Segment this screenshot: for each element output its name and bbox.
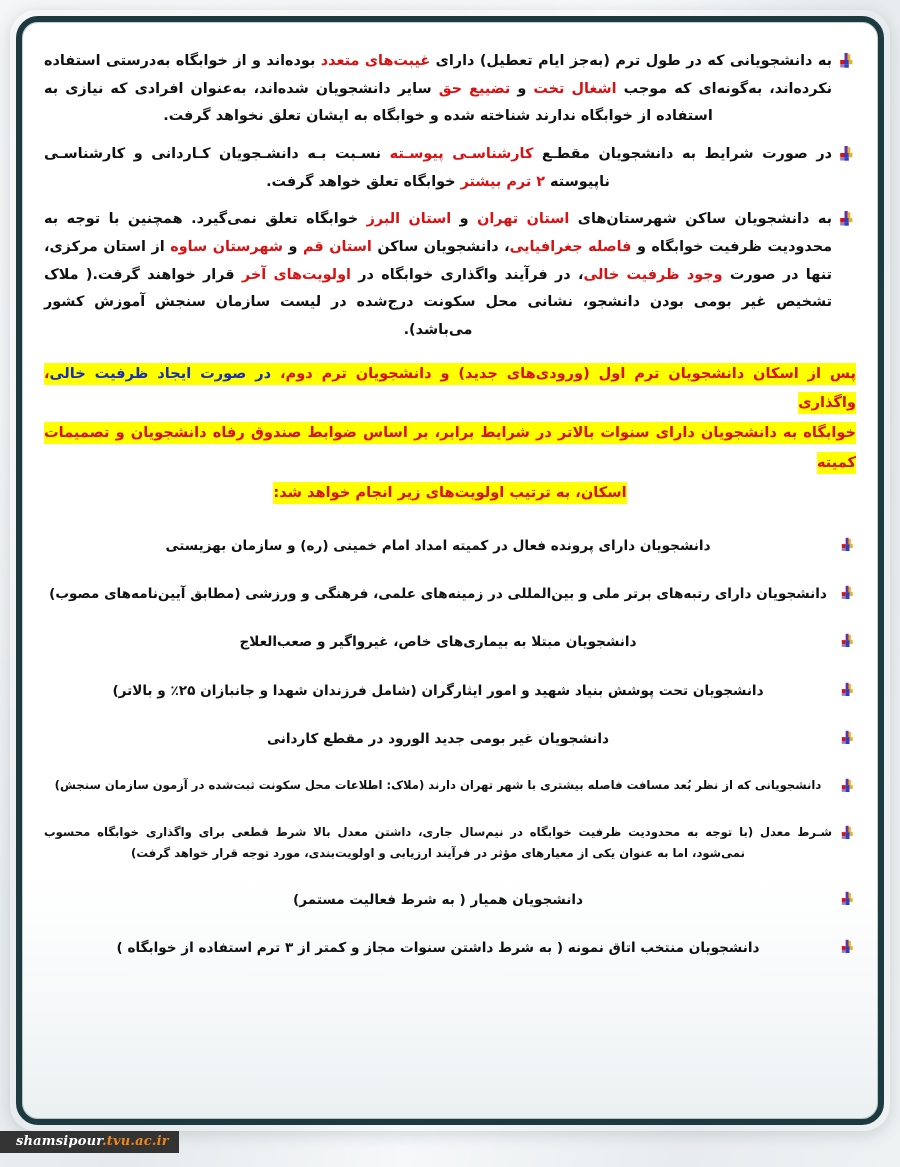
highlight-line xyxy=(44,418,856,478)
arrow-bullet-icon xyxy=(838,536,856,558)
text-segment: سایر دانشجویان شده‌اند، به‌عنوان افرادی که نیازی به استفاده از خوابگاه ندارند شناخته شده و خوابگاه به ایشان تعلق نخواهد گرفت. xyxy=(44,80,713,125)
list-item xyxy=(44,775,856,799)
text-segment: ، در فرآیند واگذاری خوابگاه در xyxy=(350,266,584,283)
text-segment: فاصله جغرافیایی xyxy=(509,238,632,255)
text-segment: استان قم xyxy=(303,238,372,255)
text-segment: از استان مرکزی، تنها در صورت xyxy=(44,238,832,283)
paragraph-1 xyxy=(44,48,856,131)
list-item-label: دانشجویانی که از نظر بُعد مسافت فاصله بیشتری با شهر تهران دارند (ملاک: اطلاعات محل سکونت ثبت‌شده در آزمون سازمان سنجش) xyxy=(54,777,822,792)
paragraph-2-text xyxy=(44,141,832,196)
text-segment: استان البرز xyxy=(366,211,452,228)
document-sheet xyxy=(16,16,884,1125)
site-watermark xyxy=(0,1131,179,1153)
text-segment: غیبت‌های متعدد xyxy=(320,53,431,69)
text-segment: خوابگاه تعلق نمی‌گیرد. همچنین با توجه به محدودیت ظرفیت خوابگاه و xyxy=(44,211,833,255)
list-item-label: دانشجویان دارای رتبه‌های برتر ملی و بین‌المللی در زمینه‌های علمی، فرهنگی و ورزشی (مطابق آیین‌نامه‌های مصوب) xyxy=(49,586,827,603)
arrow-bullet-icon xyxy=(838,729,856,751)
list-item xyxy=(44,822,856,865)
document-body xyxy=(22,22,878,1119)
list-item-label: دانشجویان دارای پرونده فعال در کمیته امداد امام خمینی (ره) و سازمان بهزیستی xyxy=(165,538,711,555)
list-item xyxy=(44,534,856,559)
list-item xyxy=(44,582,856,607)
text-segment: تضییع حق xyxy=(438,80,511,97)
text-segment: و xyxy=(510,80,534,97)
watermark-name: shamsipour xyxy=(16,1134,103,1149)
arrow-bullet-icon xyxy=(836,51,856,77)
text-segment: سنوات بالاتر xyxy=(557,424,650,442)
highlight-line xyxy=(44,359,856,419)
arrow-bullet-icon xyxy=(838,777,856,799)
highlighted-notice-text xyxy=(44,359,856,509)
highlight-line-inner xyxy=(44,422,856,474)
list-item xyxy=(44,679,856,704)
text-segment: قرار خواهند گرفت.( ملاک تشخیص غیر بومی بودن دانشجو، نشانی محل سکونت درج‌شده در لیست سازمان سنجش آموزش کشور می‌باشد). xyxy=(44,266,832,338)
text-segment: بوده‌اند و از خوابگاه به‌درستی استفاده نکرده‌اند، به‌گونه‌ای که موجب xyxy=(44,53,833,97)
list-item-label: دانشجویان منتخب اتاق نمونه ( به شرط داشتن سنوات مجاز و کمتر از ۳ ترم استفاده از خوابگاه ) xyxy=(116,939,760,956)
paragraph-1-text xyxy=(44,48,832,131)
paragraph-3 xyxy=(44,206,856,344)
text-segment: خوابگاه تعلق خواهد گرفت. xyxy=(266,173,461,190)
text-segment: در شرایط xyxy=(474,424,558,442)
text-segment: در صورت شرایط به دانشجویان مقطـع xyxy=(533,145,832,162)
text-segment: خوابگاه به دانشجویان دارای xyxy=(649,424,857,442)
list-item-label: شـرط معدل (با توجه به محدودیت ظرفیت خوابگاه در نیم‌سال جاری، داشتن معدل بالا شرط قطعی برای واگذاری خوابگاه محسوب نمی‌شود، اما به عنوان یکی از معیارهای مؤثر در فرآیند ارزیابی و اولویت‌بندی، مورد توجه قرار خواهد گرفت) xyxy=(44,824,832,861)
arrow-bullet-icon xyxy=(838,938,856,960)
text-segment: وجود ظرفیت خالی xyxy=(583,266,723,283)
text-segment: نسـبت بـه دانشـجویان کـاردانی و کارشناسـی ناپیوسته xyxy=(44,145,610,190)
text-segment: به دانشجویان ساکن شهرستان‌های xyxy=(569,211,832,228)
list-item-label: دانشجویان مبتلا به بیماری‌های خاص، غیرواگیر و صعب‌العلاج xyxy=(239,634,637,651)
text-segment: و xyxy=(283,238,303,255)
text-segment: کارشناسـی پیوسـته xyxy=(389,145,534,162)
text-segment: ، بر اساس xyxy=(356,424,441,442)
text-segment: در صورت ایجاد ظرفیت خالی xyxy=(49,364,272,382)
highlight-line-inner xyxy=(44,363,856,415)
text-segment: اشغال تخت xyxy=(533,80,617,97)
text-segment: و xyxy=(451,211,478,228)
highlighted-notice xyxy=(44,359,856,509)
text-segment: اولویت‌های آخر xyxy=(241,266,351,283)
list-item-label: دانشجویان تحت پوشش بنیاد شهید و امور ایثارگران (شامل فرزندان شهدا و جانبازان ۲۵٪ و بالاتر) xyxy=(112,682,764,699)
arrow-bullet-icon xyxy=(838,632,856,654)
text-segment: استان تهران xyxy=(477,211,570,228)
text-segment: پس از اسکان دانشجویان ترم اول (ورودی‌های جدید) و دانشجویان ترم دوم، xyxy=(271,364,857,382)
text-segment: برابر xyxy=(440,424,475,442)
arrow-bullet-icon xyxy=(838,584,856,606)
arrow-bullet-icon xyxy=(838,890,856,912)
text-segment: اسکان، به ترتیب اولویت‌های زیر انجام خواهد شد: xyxy=(273,484,627,502)
paragraph-2 xyxy=(44,141,856,196)
list-item xyxy=(44,888,856,913)
priority-list xyxy=(44,534,856,961)
arrow-bullet-icon xyxy=(838,824,856,846)
text-segment: ۲ ترم بیشتر xyxy=(460,173,546,190)
list-item-label: دانشجویان غیر بومی جدید الورود در مقطع کاردانی xyxy=(267,730,609,747)
highlight-line-inner xyxy=(273,482,626,504)
list-item xyxy=(44,727,856,752)
list-item xyxy=(44,630,856,655)
text-segment: به دانشجویانی که در طول ترم (به‌جز ایام تعطیل) دارای xyxy=(430,53,832,69)
arrow-bullet-icon xyxy=(836,209,856,235)
text-segment: ، واگذاری xyxy=(44,364,856,412)
text-segment: شهرستان ساوه xyxy=(170,238,284,255)
paragraph-3-text xyxy=(44,206,832,344)
arrow-bullet-icon xyxy=(836,144,856,170)
list-item-label: دانشجویان همیار ( به شرط فعالیت مستمر) xyxy=(293,891,583,908)
watermark-domain: .tvu.ac.ir xyxy=(102,1134,169,1149)
arrow-bullet-icon xyxy=(838,681,856,703)
list-item xyxy=(44,936,856,961)
text-segment: ، دانشجویان ساکن xyxy=(371,238,510,255)
highlight-line xyxy=(44,478,856,508)
text-segment: ضوابط صندوق رفاه دانشجویان و تصمیمات کمیته xyxy=(44,424,856,472)
